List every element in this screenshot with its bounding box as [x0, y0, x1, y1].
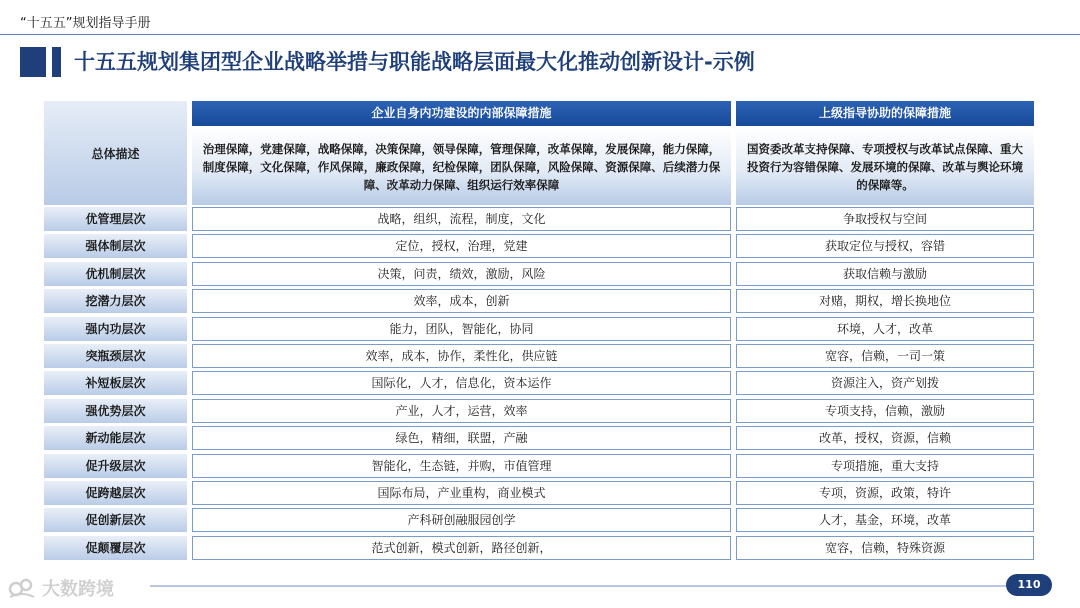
row-label: 优管理层次: [44, 207, 187, 231]
external-measures-cell: 宽容，信赖，一司一策: [736, 344, 1034, 368]
table-row: [44, 454, 1034, 478]
external-measures-cell: 争取授权与空间: [736, 207, 1034, 231]
column-header-external: 上级指导协助的保障措施: [736, 101, 1034, 126]
overall-description-external: 国资委改革支持保障、专项授权与改革试点保障、重大投资行为容错保障、发展环境的保障、改革与舆论环境的保障等。: [736, 128, 1034, 205]
row-label: 促跨越层次: [44, 481, 187, 505]
table-row: [44, 371, 1034, 395]
external-measures-cell: 资源注入，资产划拨: [736, 371, 1034, 395]
external-measures-cell: 宽容，信赖，特殊资源: [736, 536, 1034, 560]
row-label: 促升级层次: [44, 454, 187, 478]
internal-measures-cell: 能力，团队，智能化，协同: [192, 317, 731, 341]
internal-measures-cell: 智能化，生态链，并购，市值管理: [192, 454, 731, 478]
table-row: [44, 426, 1034, 450]
internal-measures-cell: 效率，成本，协作，柔性化，供应链: [192, 344, 731, 368]
column-header-internal: 企业自身内功建设的内部保障措施: [192, 101, 731, 126]
table-row: [44, 207, 1034, 231]
brand-logo-icon: [8, 577, 36, 599]
watermark: [8, 574, 114, 602]
header-divider: [0, 34, 1080, 35]
title-accent-bar: [52, 47, 61, 77]
table-row: [44, 344, 1034, 368]
table-row: [44, 481, 1034, 505]
row-label: 突瓶颈层次: [44, 344, 187, 368]
table-row: [44, 317, 1034, 341]
watermark-text: 大数跨境: [42, 579, 114, 600]
table-row: [44, 289, 1034, 313]
table-row: [44, 234, 1034, 258]
internal-measures-cell: 定位，授权，治理，党建: [192, 234, 731, 258]
row-label: 优机制层次: [44, 262, 187, 286]
external-measures-cell: 改革，授权，资源，信赖: [736, 426, 1034, 450]
row-label: 强内功层次: [44, 317, 187, 341]
page-number: 110: [1006, 574, 1052, 596]
table-row: [44, 508, 1034, 532]
row-label: 新动能层次: [44, 426, 187, 450]
table-row: [44, 536, 1034, 560]
row-label: 补短板层次: [44, 371, 187, 395]
internal-measures-cell: 产业，人才，运营，效率: [192, 399, 731, 423]
table-row: [44, 399, 1034, 423]
page-title: 十五五规划集团型企业战略举措与职能战略层面最大化推动创新设计-示例: [74, 50, 755, 74]
external-measures-cell: 专项措施，重大支持: [736, 454, 1034, 478]
row-label: 强优势层次: [44, 399, 187, 423]
row-label: 促创新层次: [44, 508, 187, 532]
internal-measures-cell: 范式创新，模式创新，路径创新，: [192, 536, 731, 560]
internal-measures-cell: 战略，组织，流程，制度，文化: [192, 207, 731, 231]
row-header-overall: 总体描述: [44, 101, 187, 205]
external-measures-cell: 获取定位与授权，容错: [736, 234, 1034, 258]
external-measures-cell: 专项，资源，政策，特许: [736, 481, 1034, 505]
external-measures-cell: 专项支持，信赖，激励: [736, 399, 1034, 423]
document-header: “十五五”规划指导手册: [20, 16, 151, 31]
row-label: 挖潜力层次: [44, 289, 187, 313]
internal-measures-cell: 绿色，精细，联盟，产融: [192, 426, 731, 450]
external-measures-cell: 人才，基金，环境，改革: [736, 508, 1034, 532]
internal-measures-cell: 决策，问责，绩效，激励，风险: [192, 262, 731, 286]
internal-measures-cell: 效率，成本，创新: [192, 289, 731, 313]
internal-measures-cell: 产科研创融服园创学: [192, 508, 731, 532]
table-row: [44, 262, 1034, 286]
overall-description-internal: 治理保障，党建保障，战略保障，决策保障，领导保障，管理保障，改革保障，发展保障，能力保障，制度保障，文化保障，作风保障，廉政保障，纪检保障，团队保障，风险保障、资源保障、后续潜力保障、改革动力保障、组织运行效率保障: [192, 128, 731, 205]
row-label: 强体制层次: [44, 234, 187, 258]
title-accent-block: [20, 47, 46, 77]
external-measures-cell: 环境，人才，改革: [736, 317, 1034, 341]
internal-measures-cell: 国际化，人才，信息化，资本运作: [192, 371, 731, 395]
footer-divider: [150, 585, 1006, 587]
internal-measures-cell: 国际布局，产业重构，商业模式: [192, 481, 731, 505]
row-label: 促颠覆层次: [44, 536, 187, 560]
external-measures-cell: 对赌，期权，增长换地位: [736, 289, 1034, 313]
external-measures-cell: 获取信赖与激励: [736, 262, 1034, 286]
